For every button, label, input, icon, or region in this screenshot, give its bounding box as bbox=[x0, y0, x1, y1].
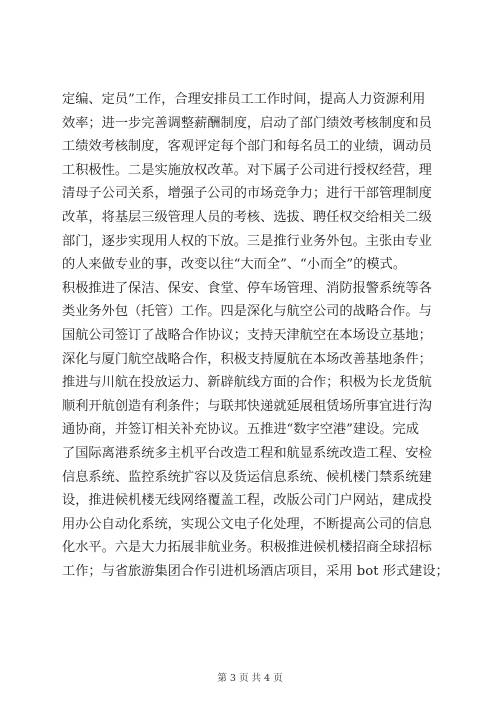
text-line: 清母子公司关系，增强子公司的市场竞争力；进行干部管理制度 bbox=[62, 186, 432, 202]
text-line: 的人来做专业的事，改变以往“大而全”、“小而全”的模式。 bbox=[62, 257, 407, 273]
text-line: 工作；与省旅游集团合作引进机场酒店项目，采用 bot 形式建设； bbox=[62, 563, 449, 579]
text-line: 信息系统、监控系统扩容以及货运信息系统、候机楼门禁系统建 bbox=[62, 469, 432, 485]
text-line: 部门，逐步实现用人权的下放。三是推行业务外包。主张由专业 bbox=[62, 233, 432, 249]
text-line: 了国际离港系统多主机平台改造工程和航显系统改造工程、安检 bbox=[62, 445, 432, 461]
text-line: 定编、定员”工作，合理安排员工工作时间，提高人力资源利用 bbox=[62, 92, 426, 107]
text-line: 工积极性。二是实施放权改革。对下属子公司进行授权经营，理 bbox=[62, 162, 432, 178]
text-line: 国航公司签订了战略合作协议；支持天津航空在本场设立基地； bbox=[62, 327, 432, 343]
text-line: 改革，将基层三级管理人员的考核、选拔、聘任权交给相关二级 bbox=[62, 209, 432, 225]
text-line: 通协商，并签订相关补充协议。五推进“数字空港”建设。完成 bbox=[62, 422, 419, 438]
page-footer: 第 3 页 共 4 页 bbox=[217, 673, 283, 684]
text-line: 用办公自动化系统，实现公文电子化处理，不断提高公司的信息 bbox=[62, 516, 432, 532]
text-line: 积极推进了保洁、保安、食堂、停车场管理、消防报警系统等各 bbox=[62, 280, 432, 296]
text-line: 效率；进一步完善调整薪酬制度，启动了部门绩效考核制度和员 bbox=[62, 115, 432, 131]
text-line: 工绩效考核制度，客观评定每个部门和每名员工的业绩，调动员 bbox=[62, 139, 432, 155]
text-line: 类业务外包（托管）工作。四是深化与航空公司的战略合作。与 bbox=[62, 304, 432, 320]
text-line: 设，推进候机楼无线网络覆盖工程，改版公司门户网站，建成投 bbox=[62, 493, 432, 509]
text-line: 顺利开航创造有利条件；与联邦快递就延展租赁场所事宜进行沟 bbox=[62, 398, 432, 414]
text-line: 化水平。六是大力拓展非航业务。积极推进候机楼招商全球招标 bbox=[62, 540, 432, 556]
text-line: 推进与川航在投放运力、新辟航线方面的合作；积极为长龙货航 bbox=[62, 375, 432, 391]
body-text bbox=[62, 88, 449, 583]
text-line: 深化与厦门航空战略合作，积极支持厦航在本场改善基地条件； bbox=[62, 351, 432, 367]
